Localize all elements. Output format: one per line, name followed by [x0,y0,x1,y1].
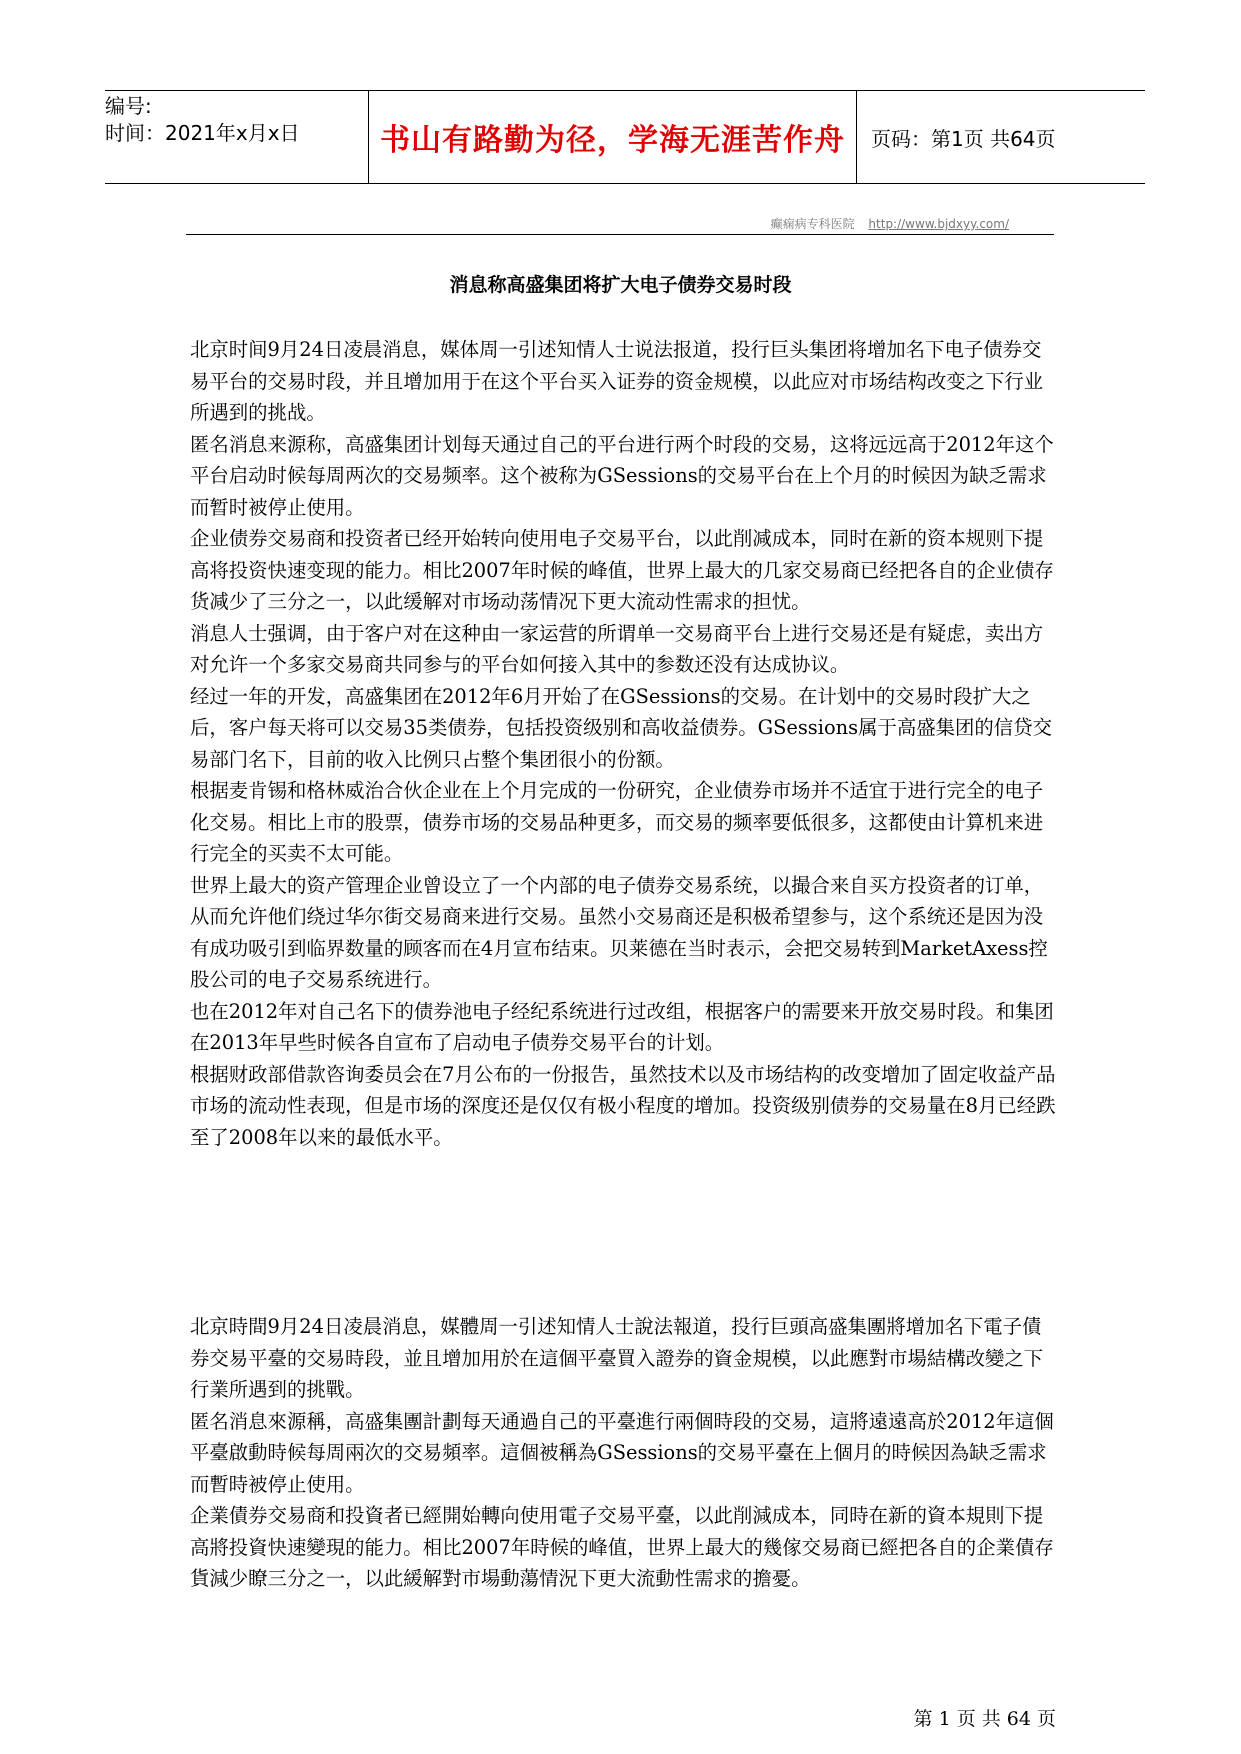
header-page-label: 页码：第1页 共64页 [871,126,1056,151]
paragraph: 经过一年的开发，高盛集团在2012年6月开始了在GSessions的交易。在计划中的交易时段扩大之后，客户每天将可以交易35类债券，包括投资级别和高收益债券。GSessions属于高盛集团的信贷交易部门名下，目前的收入比例只占整个集团很小的份额。 [190,684,1052,771]
paragraph: 消息人士强调，由于客户对在这种由一家运营的所谓单一交易商平台上进行交易还是有疑虑，卖出方对允许一个多家交易商共同参与的平台如何接入其中的参数还没有达成协议。 [190,621,1044,676]
site-url[interactable]: http://www.bjdxyy.com/ [868,217,1009,231]
article-traditional [190,1311,1060,1595]
paragraph: 企业债券交易商和投资者已经开始转向使用电子交易平台，以此削减成本，同时在新的资本规则下提高将投资快速变现的能力。相比2007年时候的峰值，世界上最大的几家交易商已经把各自的企业债存货减少了三分之一，以此缓解对市场动荡情况下更大流动性需求的担忧。 [190,527,1054,613]
site-line [186,215,1054,235]
paragraph: 世界上最大的资产管理企业曾设立了一个内部的电子债券交易系统，以撮合来自买方投资者的订单，从而允许他们绕过华尔街交易商来进行交易。虽然小交易商还是积极希望参与，这个系统还是因为没有成功吸引到临界数量的顾客而在4月宣布结束。贝莱德在当时表示，会把交易转到MarketAxess控股公司的电子交易系统进行。 [190,873,1048,991]
article-simplified [190,334,1060,1153]
time-label: 时间：2021年x月x日 [105,121,300,145]
header-meta [105,91,369,183]
header-motto: 书山有路勤为径，学海无涯苦作舟 [369,91,857,183]
paragraph: 匿名消息来源称，高盛集团计划每天通过自己的平台进行两个时段的交易，这将远远高于2012年这个平台启动时候每周两次的交易频率。这个被称为GSessions的交易平台在上个月的时候因为缺乏需求而暂时被停止使用。 [190,432,1054,519]
header-table [105,90,1145,184]
document-title: 消息称高盛集团将扩大电子债券交易时段 [449,274,792,296]
paragraph: 北京时间9月24日凌晨消息，媒体周一引述知情人士说法报道，投行巨头集团将增加名下电子债券交易平台的交易时段，并且增加用于在这个平台买入证券的资金规模，以此应对市场结构改变之下行业所遇到的挑战。 [190,338,1044,424]
paragraph: 匿名消息來源稱，高盛集團計劃每天通過自己的平臺進行兩個時段的交易，這將遠遠高於2012年這個平臺啟動時候每周兩次的交易頻率。這個被稱為GSessions的交易平臺在上個月的時候因為缺乏需求而暫時被停止使用。 [190,1409,1054,1496]
paragraph: 也在2012年对自己名下的债券池电子经纪系统进行过改组，根据客户的需要来开放交易时段。和集团在2013年早些时候各自宣布了启动电子债券交易平台的计划。 [190,999,1054,1054]
site-name: 癫痫病专科医院 [770,217,855,231]
page-footer: 第 1 页 共 64 页 [913,1708,1056,1730]
paragraph: 企業債券交易商和投資者已經開始轉向使用電子交易平臺，以此削減成本，同時在新的資本規則下提高將投資快速變現的能力。相比2007年時候的峰值，世界上最大的幾傢交易商已經把各自的企業債存貨減少瞭三分之一，以此緩解對市場動蕩情況下更大流動性需求的擔憂。 [190,1504,1054,1590]
paragraph: 根据麦肯锡和格林威治合伙企业在上个月完成的一份研究，企业债券市场并不适宜于进行完全的电子化交易。相比上市的股票，债券市场的交易品种更多，而交易的频率要低很多，这都使由计算机来进行完全的买卖不太可能。 [190,779,1044,865]
paragraph: 根据财政部借款咨询委员会在7月公布的一份报告，虽然技术以及市场结构的改变增加了固定收益产品市场的流动性表现，但是市场的深度还是仅仅有极小程度的增加。投资级别债券的交易量在8月已经跌至了2008年以来的最低水平。 [190,1062,1056,1149]
paragraph: 北京時間9月24日凌晨消息，媒體周一引述知情人士說法報道，投行巨頭高盛集團將增加名下電子債券交易平臺的交易時段，並且增加用於在這個平臺買入證券的資金規模，以此應對市場結構改變之下行業所遇到的挑戰。 [190,1315,1044,1401]
number-label: 编号: [105,94,152,118]
